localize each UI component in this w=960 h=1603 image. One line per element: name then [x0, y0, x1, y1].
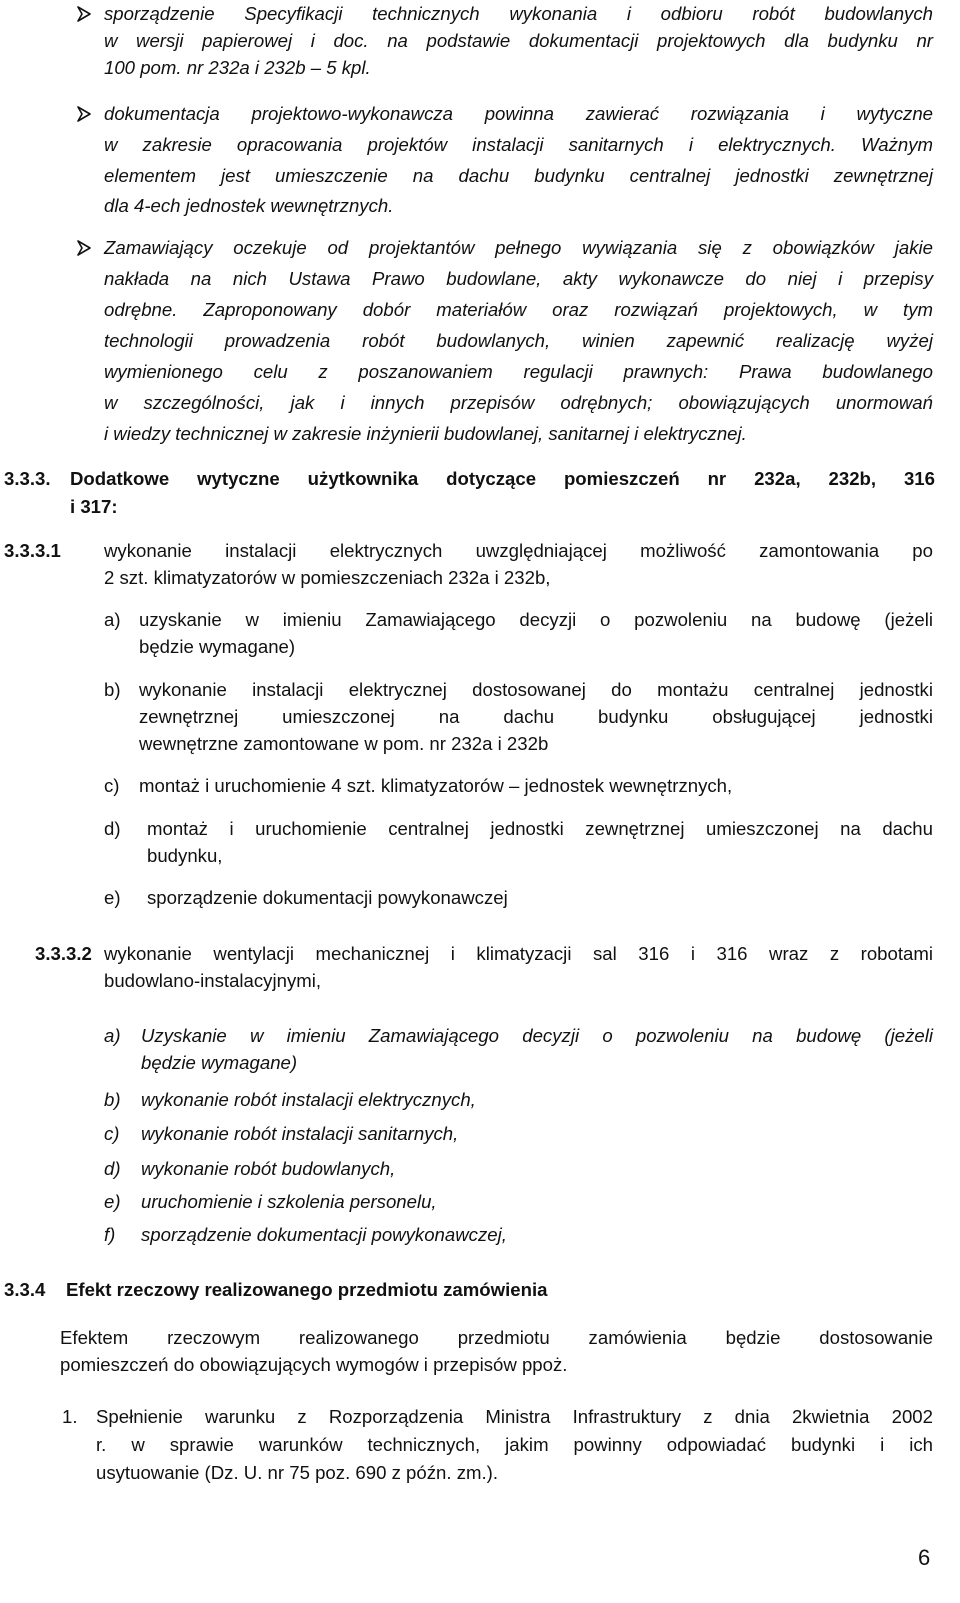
- item-3332-c-label: c): [104, 1123, 120, 1144]
- item-3331-e-label: e): [104, 887, 121, 908]
- section-334-list-number: 1.: [62, 1406, 78, 1427]
- section-334-list-line-1: Spełnienie warunku z Rozporządzenia Ministra Infrastruktury z dnia 2kwietnia 2002: [96, 1406, 933, 1427]
- item-3331-b-line-1: wykonanie instalacji elektrycznej dostosowanej do montażu centralnej jednostki: [139, 679, 933, 700]
- item-3332-d-label: d): [104, 1158, 121, 1179]
- item-3331-b-line-3: wewnętrzne zamontowane w pom. nr 232a i 232b: [139, 733, 549, 754]
- item-3332-a-line-2: będzie wymagane): [141, 1052, 298, 1073]
- item-3331-number: 3.3.3.1: [4, 540, 61, 561]
- bullet-3-line-3: odrębne. Zaproponowany dobór materiałów oraz rozwiązań projektowych, w tym: [104, 299, 933, 320]
- item-3332-f-line-1: sporządzenie dokumentacji powykonawczej,: [141, 1224, 507, 1245]
- item-3331-a-label: a): [104, 609, 121, 630]
- section-334-title: Efekt rzeczowy realizowanego przedmiotu zamówienia: [66, 1279, 548, 1300]
- section-334-number: 3.3.4: [4, 1279, 46, 1300]
- item-3332-line-2: budowlano-instalacyjnymi,: [104, 970, 322, 991]
- item-3331-b-label: b): [104, 679, 121, 700]
- arrow-bullet-icon: [76, 106, 92, 122]
- item-3331-a-line-2: będzie wymagane): [139, 636, 296, 657]
- item-3331-c-label: c): [104, 775, 120, 796]
- item-3332-e-label: e): [104, 1191, 121, 1212]
- arrow-bullet-icon: [76, 240, 92, 256]
- section-334-para-line-1: Efektem rzeczowym realizowanego przedmiotu zamówienia będzie dostosowanie: [60, 1327, 933, 1348]
- item-3332-d-line-1: wykonanie robót budowlanych,: [141, 1158, 396, 1179]
- page-number: 6: [918, 1545, 931, 1570]
- item-3331-e-line-1: sporządzenie dokumentacji powykonawczej: [147, 887, 508, 908]
- item-3331-d-label: d): [104, 818, 121, 839]
- item-3331-d-line-1: montaż i uruchomienie centralnej jednostki zewnętrznej umieszczonej na dachu: [147, 818, 933, 839]
- item-3332-a-line-1: Uzyskanie w imieniu Zamawiającego decyzji o pozwoleniu na budowę (jeżeli: [141, 1025, 933, 1046]
- bullet-2-line-4: dla 4-ech jednostek wewnętrznych.: [104, 195, 394, 216]
- section-334-list-line-2: r. w sprawie warunków technicznych, jakim powinny odpowiadać budynki i ich: [96, 1434, 933, 1455]
- bullet-1-line-2: w wersji papierowej i doc. na podstawie dokumentacji projektowych dla budynku nr: [104, 30, 933, 51]
- bullet-2-line-2: w zakresie opracowania projektów instalacji sanitarnych i elektrycznych. Ważnym: [104, 134, 933, 155]
- section-333-title: Dodatkowe wytyczne użytkownika dotyczące pomieszczeń nr 232a, 232b, 316: [70, 468, 935, 489]
- bullet-3-line-4: technologii prowadzenia robót budowlanych, winien zapewnić realizację wyżej: [104, 330, 933, 351]
- item-3332-a-label: a): [104, 1025, 121, 1046]
- item-3332-c-line-1: wykonanie robót instalacji sanitarnych,: [141, 1123, 459, 1144]
- item-3331-line-2: 2 szt. klimatyzatorów w pomieszczeniach 232a i 232b,: [104, 567, 551, 588]
- bullet-2-line-1: dokumentacja projektowo-wykonawcza powinna zawierać rozwiązania i wytyczne: [104, 103, 933, 124]
- section-333-number: 3.3.3.: [4, 468, 51, 489]
- bullet-3-line-5: wymienionego celu z poszanowaniem regulacji prawnych: Prawa budowlanego: [104, 361, 933, 382]
- bullet-2-line-3: elementem jest umieszczenie na dachu budynku centralnej jednostki zewnętrznej: [104, 165, 933, 186]
- section-334-para-line-2: pomieszczeń do obowiązujących wymogów i przepisów ppoż.: [60, 1354, 568, 1375]
- item-3331-b-line-2: zewnętrznej umieszczonej na dachu budynku obsługującej jednostki: [139, 706, 933, 727]
- bullet-3-line-1: Zamawiający oczekuje od projektantów pełnego wywiązania się z obowiązków jakie: [104, 237, 933, 258]
- item-3332-line-1: wykonanie wentylacji mechanicznej i klimatyzacji sal 316 i 316 wraz z robotami: [104, 943, 933, 964]
- item-3331-d-line-2: budynku,: [147, 845, 223, 866]
- item-3331-c-line-1: montaż i uruchomienie 4 szt. klimatyzatorów – jednostek wewnętrznych,: [139, 775, 733, 796]
- arrow-bullet-icon: [76, 6, 92, 22]
- bullet-1-line-1: sporządzenie Specyfikacji technicznych wykonania i odbioru robót budowlanych: [104, 3, 933, 24]
- item-3332-e-line-1: uruchomienie i szkolenia personelu,: [141, 1191, 437, 1212]
- item-3332-b-label: b): [104, 1089, 121, 1110]
- item-3332-b-line-1: wykonanie robót instalacji elektrycznych,: [141, 1089, 476, 1110]
- section-334-list-line-3: usytuowanie (Dz. U. nr 75 poz. 690 z późn. zm.).: [96, 1462, 499, 1483]
- item-3331-line-1: wykonanie instalacji elektrycznych uwzględniającej możliwość zamontowania po: [104, 540, 933, 561]
- item-3332-f-label: f): [104, 1224, 116, 1245]
- item-3332-number: 3.3.3.2: [35, 943, 92, 964]
- bullet-3-line-6: w szczególności, jak i innych przepisów odrębnych; obowiązujących unormowań: [104, 392, 933, 413]
- bullet-3-line-2: nakłada na nich Ustawa Prawo budowlane, akty wykonawcze do niej i przepisy: [104, 268, 933, 289]
- bullet-1-line-3: 100 pom. nr 232a i 232b – 5 kpl.: [104, 57, 371, 78]
- bullet-3-line-7: i wiedzy technicznej w zakresie inżynierii budowlanej, sanitarnej i elektrycznej.: [104, 423, 747, 444]
- section-333-title-cont: i 317:: [70, 496, 118, 517]
- item-3331-a-line-1: uzyskanie w imieniu Zamawiającego decyzji o pozwoleniu na budowę (jeżeli: [139, 609, 933, 630]
